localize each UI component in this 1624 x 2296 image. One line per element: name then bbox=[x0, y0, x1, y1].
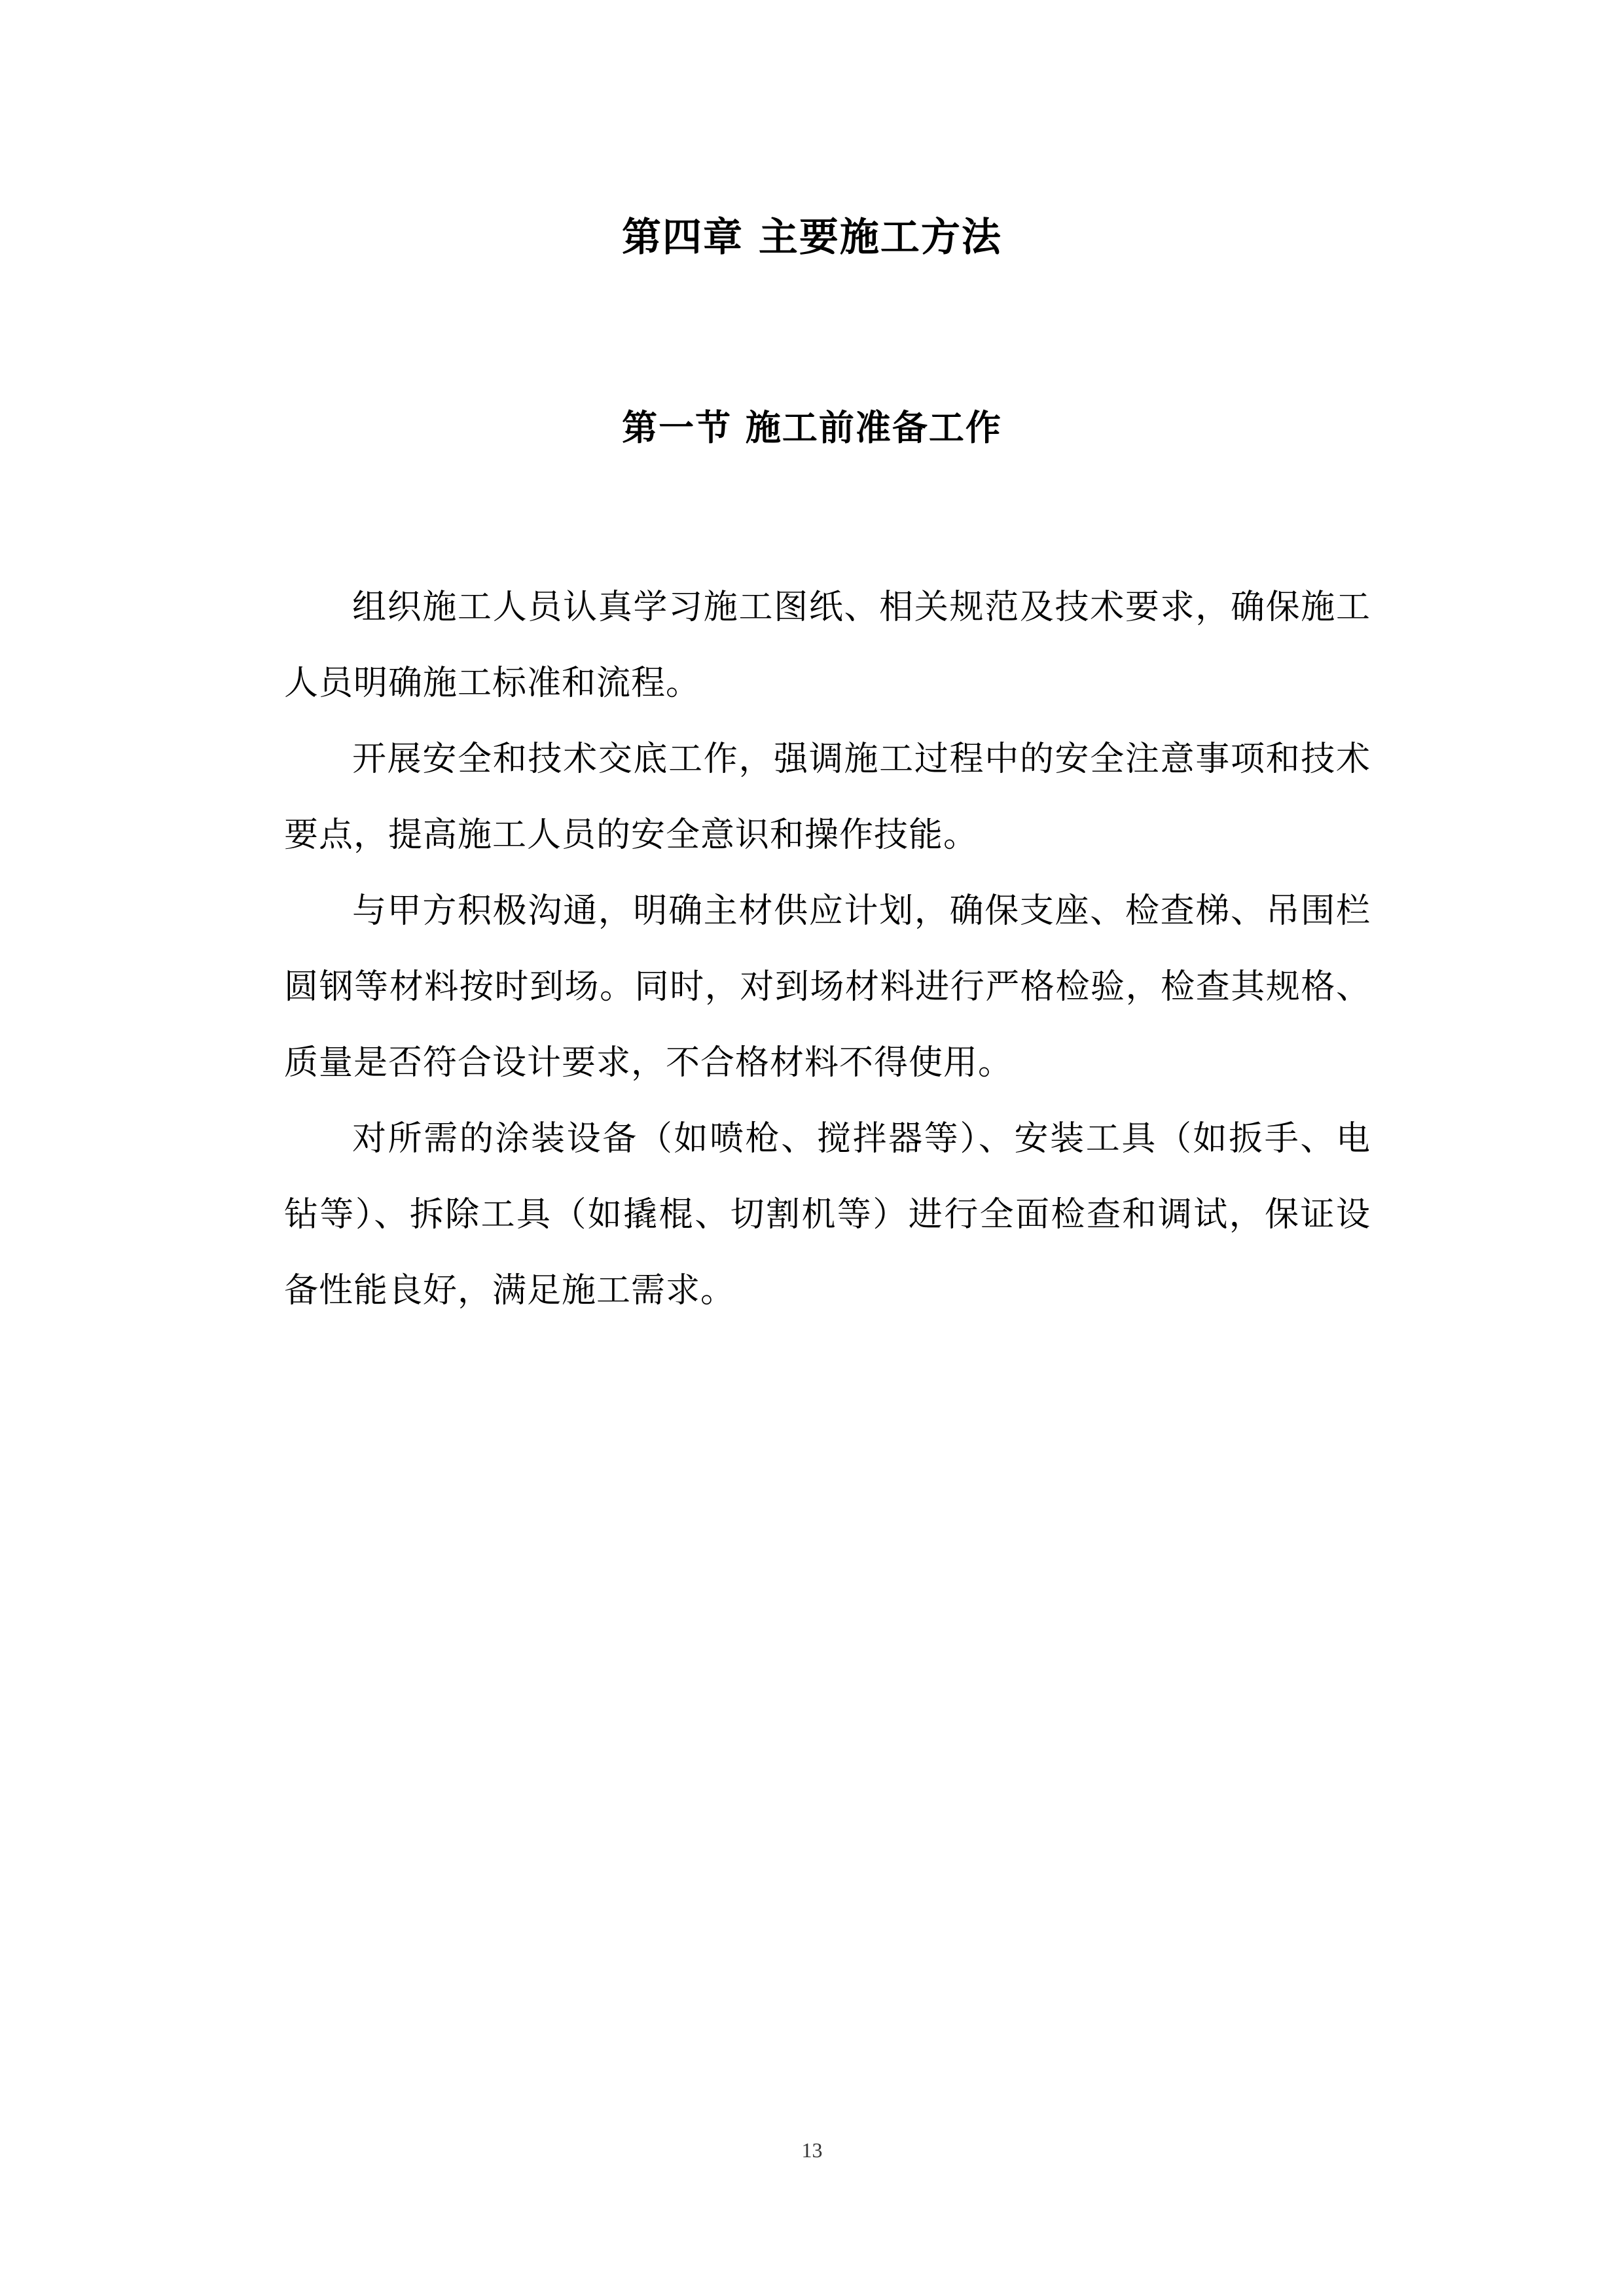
section-title: 第一节 施工前准备工作 bbox=[622, 407, 1002, 448]
paragraph: 对所需的涂装设备（如喷枪、搅拌器等）、安装工具（如扳手、电钻等）、拆除工具（如撬棍、切割机等）进行全面检查和调试，保证设备性能良好，满足施工需求。 bbox=[284, 1119, 1371, 1310]
paragraph: 与甲方积极沟通，明确主材供应计划，确保支座、检查梯、吊围栏圆钢等材料按时到场。同时，对到场材料进行严格检验，检查其规格、质量是否符合设计要求，不合格材料不得使用。 bbox=[284, 891, 1371, 1083]
body-text bbox=[284, 569, 1371, 1329]
paragraph: 组织施工人员认真学习施工图纸、相关规范及技术要求，确保施工人员明确施工标准和流程。 bbox=[284, 588, 1371, 703]
page-number: 13 bbox=[801, 2138, 823, 2162]
chapter-title: 第四章 主要施工方法 bbox=[622, 215, 1002, 260]
paragraph: 开展安全和技术交底工作，强调施工过程中的安全注意事项和技术要点，提高施工人员的安全意识和操作技能。 bbox=[284, 740, 1371, 855]
